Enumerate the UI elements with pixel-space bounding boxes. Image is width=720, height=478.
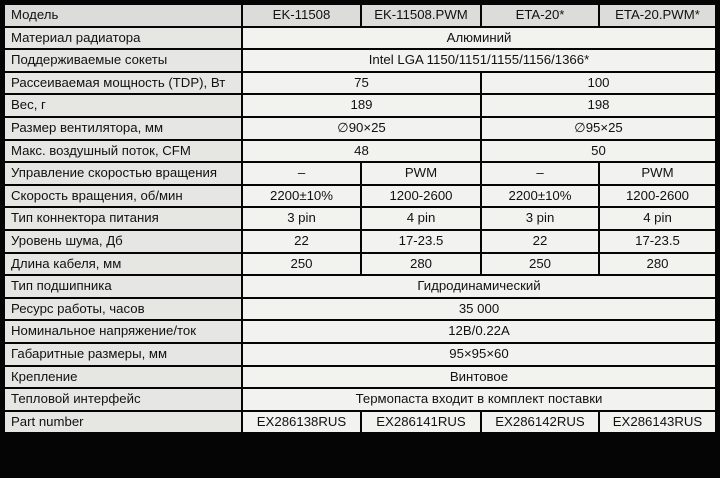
- spec-value: 2200±10%: [243, 186, 360, 207]
- model-ek-11508-pwm: EK-11508.PWM: [362, 5, 480, 26]
- spec-value: 75: [243, 73, 480, 94]
- model-eta-20: ETA-20*: [482, 5, 598, 26]
- spec-value: 280: [362, 254, 480, 275]
- spec-row: [5, 208, 715, 229]
- spec-value: PWM: [600, 163, 715, 184]
- spec-value: EX286141RUS: [362, 412, 480, 433]
- spec-label: Длина кабеля, мм: [5, 254, 241, 275]
- spec-label: Тип подшипника: [5, 276, 241, 297]
- spec-row: [5, 344, 715, 365]
- spec-value: PWM: [362, 163, 480, 184]
- spec-row: [5, 412, 715, 433]
- spec-row: [5, 321, 715, 342]
- spec-label: Размер вентилятора, мм: [5, 118, 241, 139]
- spec-value: 2200±10%: [482, 186, 598, 207]
- spec-row: [5, 389, 715, 410]
- spec-row: [5, 163, 715, 184]
- header-label: Модель: [5, 5, 241, 26]
- spec-value: EX286138RUS: [243, 412, 360, 433]
- spec-value: 3 pin: [243, 208, 360, 229]
- spec-value: 1200-2600: [362, 186, 480, 207]
- model-ek-11508: EK-11508: [243, 5, 360, 26]
- header-row: [5, 5, 715, 26]
- spec-value: 1200-2600: [600, 186, 715, 207]
- cooler-spec-table: [3, 3, 717, 434]
- spec-value: 280: [600, 254, 715, 275]
- spec-value: EX286143RUS: [600, 412, 715, 433]
- spec-label: Крепление: [5, 367, 241, 388]
- spec-value: 22: [243, 231, 360, 252]
- spec-value: 48: [243, 141, 480, 162]
- spec-value: 12В/0.22А: [243, 321, 715, 342]
- spec-value: –: [243, 163, 360, 184]
- spec-value: 17-23.5: [600, 231, 715, 252]
- spec-label: Тепловой интерфейс: [5, 389, 241, 410]
- spec-label: Скорость вращения, об/мин: [5, 186, 241, 207]
- spec-row: [5, 28, 715, 49]
- spec-value: 250: [243, 254, 360, 275]
- spec-label: Номинальное напряжение/ток: [5, 321, 241, 342]
- spec-label: Вес, г: [5, 95, 241, 116]
- spec-value: Винтовое: [243, 367, 715, 388]
- spec-row: [5, 141, 715, 162]
- spec-value: ∅90×25: [243, 118, 480, 139]
- spec-value: 50: [482, 141, 715, 162]
- spec-row: [5, 299, 715, 320]
- spec-label: Поддерживаемые сокеты: [5, 50, 241, 71]
- spec-row: [5, 254, 715, 275]
- spec-value: Intel LGA 1150/1151/1155/1156/1366*: [243, 50, 715, 71]
- spec-value: Алюминий: [243, 28, 715, 49]
- spec-label: Габаритные размеры, мм: [5, 344, 241, 365]
- spec-value: 35 000: [243, 299, 715, 320]
- spec-label: Макс. воздушный поток, CFM: [5, 141, 241, 162]
- spec-value: 198: [482, 95, 715, 116]
- spec-value: EX286142RUS: [482, 412, 598, 433]
- spec-row: [5, 50, 715, 71]
- spec-row: [5, 95, 715, 116]
- spec-value: 189: [243, 95, 480, 116]
- spec-label: Part number: [5, 412, 241, 433]
- spec-row: [5, 118, 715, 139]
- spec-row: [5, 186, 715, 207]
- spec-value: 4 pin: [600, 208, 715, 229]
- spec-value: –: [482, 163, 598, 184]
- spec-label: Ресурс работы, часов: [5, 299, 241, 320]
- spec-label: Тип коннектора питания: [5, 208, 241, 229]
- spec-value: 22: [482, 231, 598, 252]
- spec-row: [5, 231, 715, 252]
- spec-value: 95×95×60: [243, 344, 715, 365]
- spec-label: Материал радиатора: [5, 28, 241, 49]
- spec-row: [5, 276, 715, 297]
- spec-value: Гидродинамический: [243, 276, 715, 297]
- model-eta-20-pwm: ETA-20.PWM*: [600, 5, 715, 26]
- spec-value: 4 pin: [362, 208, 480, 229]
- spec-value: 3 pin: [482, 208, 598, 229]
- spec-label: Уровень шума, Дб: [5, 231, 241, 252]
- spec-value: Термопаста входит в комплект поставки: [243, 389, 715, 410]
- spec-value: 250: [482, 254, 598, 275]
- spec-label: Рассеиваемая мощность (TDP), Вт: [5, 73, 241, 94]
- spec-value: 100: [482, 73, 715, 94]
- spec-row: [5, 73, 715, 94]
- spec-value: ∅95×25: [482, 118, 715, 139]
- spec-row: [5, 367, 715, 388]
- spec-label: Управление скоростью вращения: [5, 163, 241, 184]
- spec-value: 17-23.5: [362, 231, 480, 252]
